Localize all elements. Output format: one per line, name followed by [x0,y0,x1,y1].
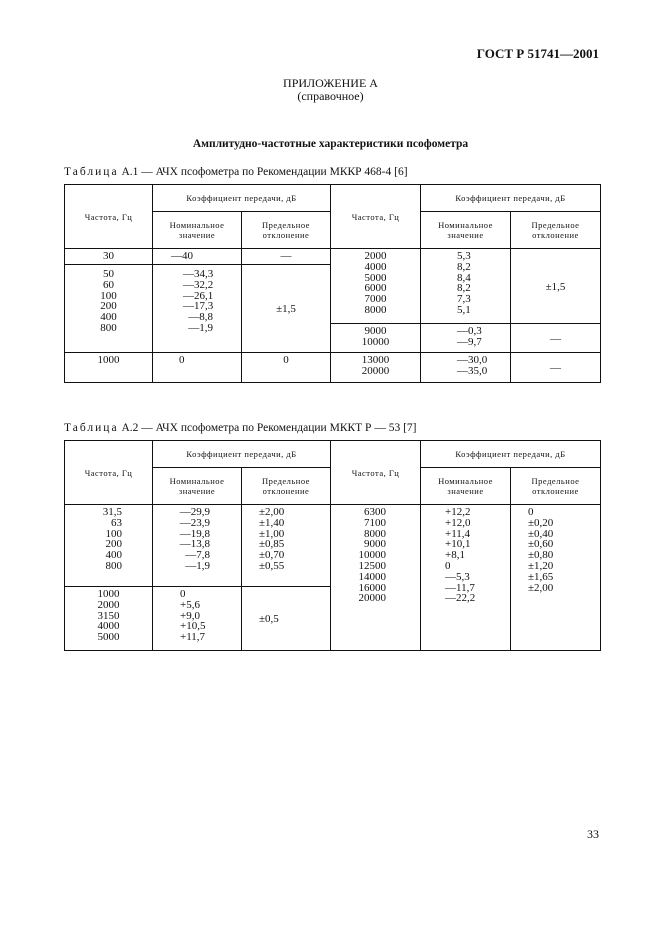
table-cell [65,587,153,651]
appendix-subtitle: (справочное) [297,89,364,103]
cell-text: +12,2 +12,0 +11,4 +10,1 +8,1 0 —5,3 —11,7 —22,2 [445,506,476,605]
table-cell [421,324,511,353]
table2 [64,440,601,651]
table-cell [65,249,153,265]
table2-limit-header-right: Предельное отклонение [511,468,601,505]
cell-text: 31,5 63 100 200 400 800 [102,506,122,572]
table1-coef-header-left: Коэффициент передачи, дБ [153,185,331,212]
table2-caption [64,422,416,434]
table2-nominal-header-left: Номинальное значение [153,468,242,505]
cell-text: 6300 7100 8000 9000 10000 12500 14000 16000 20000 [358,506,386,605]
table-cell [65,353,153,383]
table2-coef-header-right: Коэффициент передачи, дБ [421,441,601,468]
cell-text: —29,9 —23,9 —19,8 —13,8 —7,8 —1,9 [179,506,210,572]
cell-text: 5,3 8,2 8,4 8,2 7,3 5,1 [457,250,471,316]
table-cell [242,265,331,353]
table2-coef-header-left: Коэффициент передачи, дБ [153,441,331,468]
table2-limit-header-left: Предельное отклонение [242,468,331,505]
table-cell [421,353,511,383]
table1-freq-header-left: Частота, Гц [65,185,153,249]
table1-nominal-header-left: Номинальное значение [153,212,242,249]
cell-text: ±0,5 [259,613,279,626]
table1-freq-header-right: Частота, Гц [331,185,421,249]
table2-freq-header-left: Частота, Гц [65,441,153,505]
table-cell [511,249,601,324]
cell-text: — [550,332,561,345]
cell-text: 50 60 100 200 400 800 [100,268,117,334]
cell-text: 0 [179,354,185,366]
table-cell [153,265,242,353]
table2-nominal-header-right: Номинальное значение [421,468,511,505]
table1-limit-header-right: Предельное отклонение [511,212,601,249]
cell-text: 1000 2000 3150 4000 5000 [97,588,120,644]
table-cell [421,505,511,651]
cell-text: 1000 [97,354,120,366]
table1-caption [64,166,408,178]
table2-freq-header-right: Частота, Гц [331,441,421,505]
appendix-title: ПРИЛОЖЕНИЕ А [283,76,378,90]
table2-caption-tag: Таблица [64,422,119,434]
table-cell [331,324,421,353]
table1-caption-text: А.1 — АЧХ псофометра по Рекомендации МККР 468-4 [6] [121,166,408,178]
table-cell [421,249,511,324]
table-cell [153,587,242,651]
table-cell [153,505,242,587]
document-id: ГОСТ Р 51741—2001 [476,46,599,61]
cell-text: 0 ±0,20 ±0,40 ±0,60 ±0,80 ±1,20 ±1,65 ±2,00 [528,506,554,594]
table2-caption-text: А.2 — АЧХ псофометра по Рекомендации МККТ Р — 53 [7] [121,422,417,434]
table-cell [242,587,331,651]
table-cell [331,249,421,324]
table1-coef-header-right: Коэффициент передачи, дБ [421,185,601,212]
table-cell [331,505,421,651]
cell-text: ±1,5 [276,303,296,316]
table-cell [511,505,601,651]
table-cell [153,353,242,383]
table-cell [242,249,331,265]
cell-text: 30 [103,250,114,262]
table-cell [511,324,601,353]
cell-text: 0 +5,6 +9,0 +10,5 +11,7 [180,588,206,644]
table-cell [65,505,153,587]
table1-caption-tag: Таблица [64,166,119,178]
cell-text: —34,3 —32,2 —26,1 —17,3 —8,8 —1,9 [183,268,214,334]
cell-text: 13000 20000 [361,354,390,377]
table-cell [153,249,242,265]
cell-text: ±1,5 [545,280,566,293]
cell-text: — [280,250,292,262]
table1-limit-header-left: Предельное отклонение [242,212,331,249]
table1-nominal-header-right: Номинальное значение [421,212,511,249]
cell-text: 0 [283,354,289,366]
table1 [64,184,601,383]
appendix-heading [0,77,661,103]
table-cell [242,353,331,383]
cell-text: —30,0 —35,0 [457,354,488,377]
section-title: Амплитудно-частотные характеристики псофометра [192,138,469,150]
cell-text: —0,3 —9,7 [457,325,482,348]
cell-text: ±2,00 ±1,40 ±1,00 ±0,85 ±0,70 ±0,55 [259,506,285,572]
cell-text: 2000 4000 5000 6000 7000 8000 [364,250,387,316]
cell-text: — [550,362,561,375]
table-cell [242,505,331,587]
table-cell [65,265,153,353]
cell-text: 9000 10000 [361,325,390,348]
page-number: 33 [587,827,599,841]
table-cell [331,353,421,383]
table-cell [511,353,601,383]
cell-text: —40 [171,250,193,262]
